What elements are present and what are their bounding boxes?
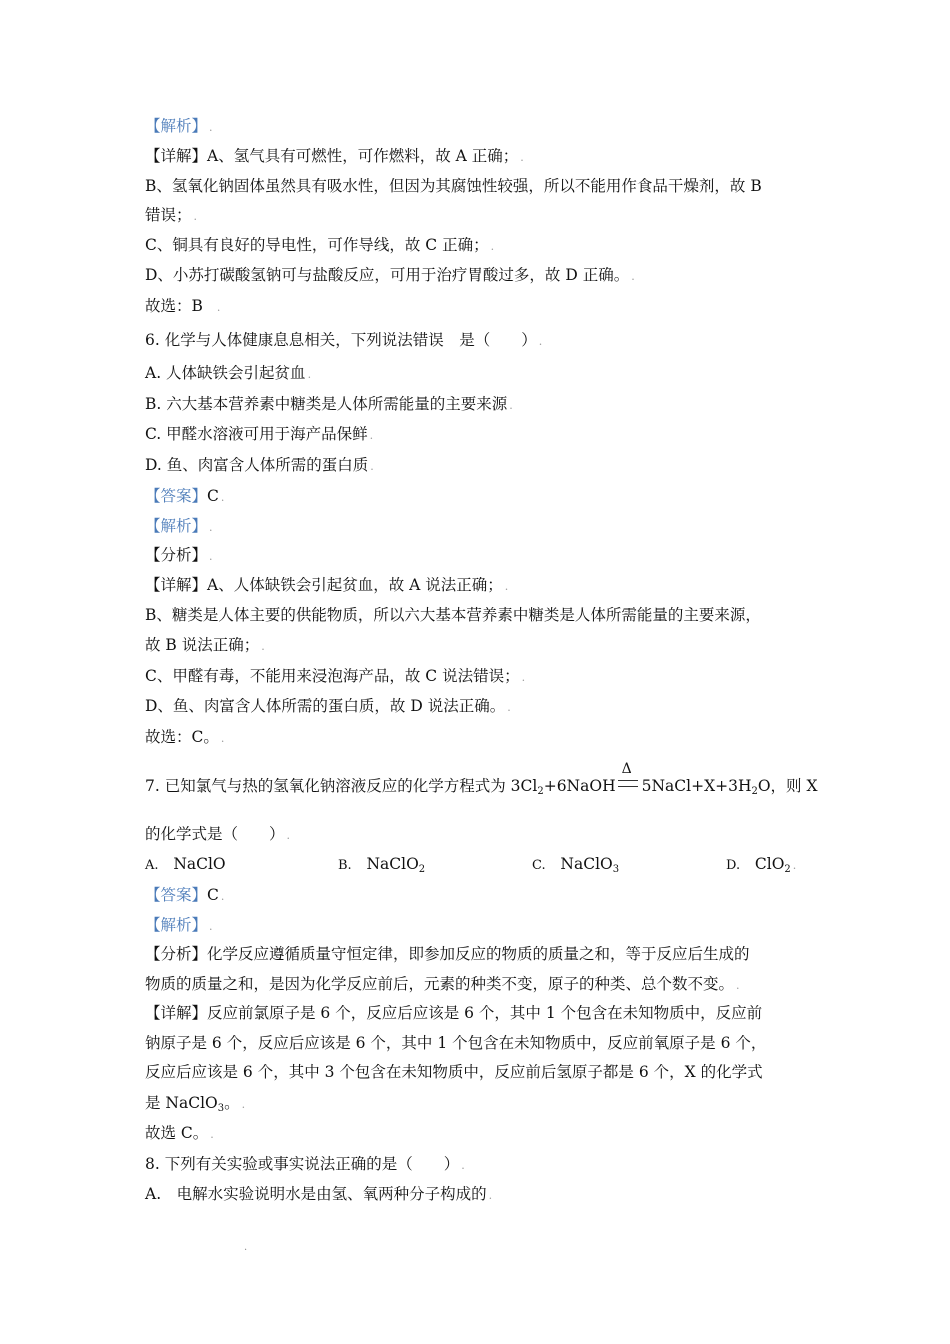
q6-stem: 6. 化学与人体健康息息相关，下列说法错误 是（ ） .	[145, 331, 543, 349]
q6-choose: 故选：C。 .	[145, 728, 225, 746]
q5-detail-a: 【详解】A、氢气具有可燃性，可作燃料，故 A 正确； .	[145, 147, 524, 165]
q8-option-a: A. 电解水实验说明水是由氢、氧两种分子构成的 .	[145, 1185, 493, 1203]
q7-stem: 7. 已知氯气与热的氢氧化钠溶液反应的化学方程式为 $3Cl_2+6NaOH$ Δ $5NaCl+X+3H_2O$，则 X	[145, 761, 818, 797]
q7-stem-2: 的化学式是（ ） .	[145, 825, 291, 843]
q7-option-c: C. NaClO$_3$	[532, 855, 620, 875]
q5-detail-b2: 错误； .	[145, 206, 198, 224]
q7-option-a: A. NaClO	[145, 855, 226, 873]
q7-detail-2: 钠原子是 6 个，反应后应该是 6 个，其中 1 个包含在未知物质中，反应前氧原子是 6 个，	[145, 1034, 767, 1052]
footer-dot: .	[244, 1242, 248, 1253]
q6-option-c: C. 甲醛水溶液可用于海产品保鲜 .	[145, 425, 374, 443]
q5-choose: 故选：B .	[145, 297, 221, 315]
q5-jiexi: 【解析】 .	[145, 117, 213, 135]
q6-jiexi: 【解析】 .	[145, 517, 213, 535]
q7-option-d: D. ClO$_2$ .	[726, 855, 797, 875]
q6-fenxi: 【分析】 .	[145, 546, 213, 564]
q6-option-a: A. 人体缺铁会引起贫血 .	[145, 364, 312, 382]
q7-detail-1: 【详解】反应前氯原子是 6 个，反应后应该是 6 个，其中 1 个包含在未知物质中，反应前	[145, 1004, 763, 1022]
q7-detail-4: 是 NaClO$_3$。 .	[145, 1094, 246, 1114]
q6-answer: 【答案】C .	[145, 487, 225, 505]
heat-condition-symbol: Δ	[616, 777, 642, 797]
q7-option-b: B. NaClO$_2$	[338, 855, 426, 875]
q7-fenxi-2: 物质的质量之和，是因为化学反应前后，元素的种类不变，原子的种类、总个数不变。 .	[145, 975, 740, 993]
q8-stem: 8. 下列有关实验或事实说法正确的是（ ） .	[145, 1155, 465, 1173]
q6-option-b: B. 六大基本营养素中糖类是人体所需能量的主要来源 .	[145, 395, 513, 413]
q7-choose: 故选 C。 .	[145, 1124, 214, 1142]
q6-detail-b2: 故 B 说法正确； .	[145, 636, 265, 654]
q6-detail-a: 【详解】A、人体缺铁会引起贫血，故 A 说法正确； .	[145, 576, 509, 594]
q6-detail-c: C、甲醛有毒，不能用来浸泡海产品，故 C 说法错误； .	[145, 667, 526, 685]
q6-detail-b1: B、糖类是人体主要的供能物质，所以六大基本营养素中糖类是人体所需能量的主要来源，	[145, 606, 761, 624]
q7-jiexi: 【解析】 .	[145, 916, 213, 934]
q7-detail-3: 反应后应该是 6 个，其中 3 个包含在未知物质中，反应前后氢原子都是 6 个，X 的化学式	[145, 1063, 763, 1081]
q7-answer: 【答案】C .	[145, 886, 225, 904]
q6-option-d: D. 鱼、肉富含人体所需的蛋白质 .	[145, 456, 374, 474]
q5-detail-b1: B、氢氧化钠固体虽然具有吸水性，但因为其腐蚀性较强，所以不能用作食品干燥剂，故 B	[145, 177, 762, 195]
q5-detail-c: C、铜具有良好的导电性，可作导线，故 C 正确； .	[145, 236, 495, 254]
q5-detail-d: D、小苏打碳酸氢钠可与盐酸反应，可用于治疗胃酸过多，故 D 正确。 .	[145, 266, 635, 284]
q6-detail-d: D、鱼、肉富含人体所需的蛋白质，故 D 说法正确。 .	[145, 697, 511, 715]
q7-fenxi-1: 【分析】化学反应遵循质量守恒定律，即参加反应的物质的质量之和，等于反应后生成的	[145, 945, 750, 963]
